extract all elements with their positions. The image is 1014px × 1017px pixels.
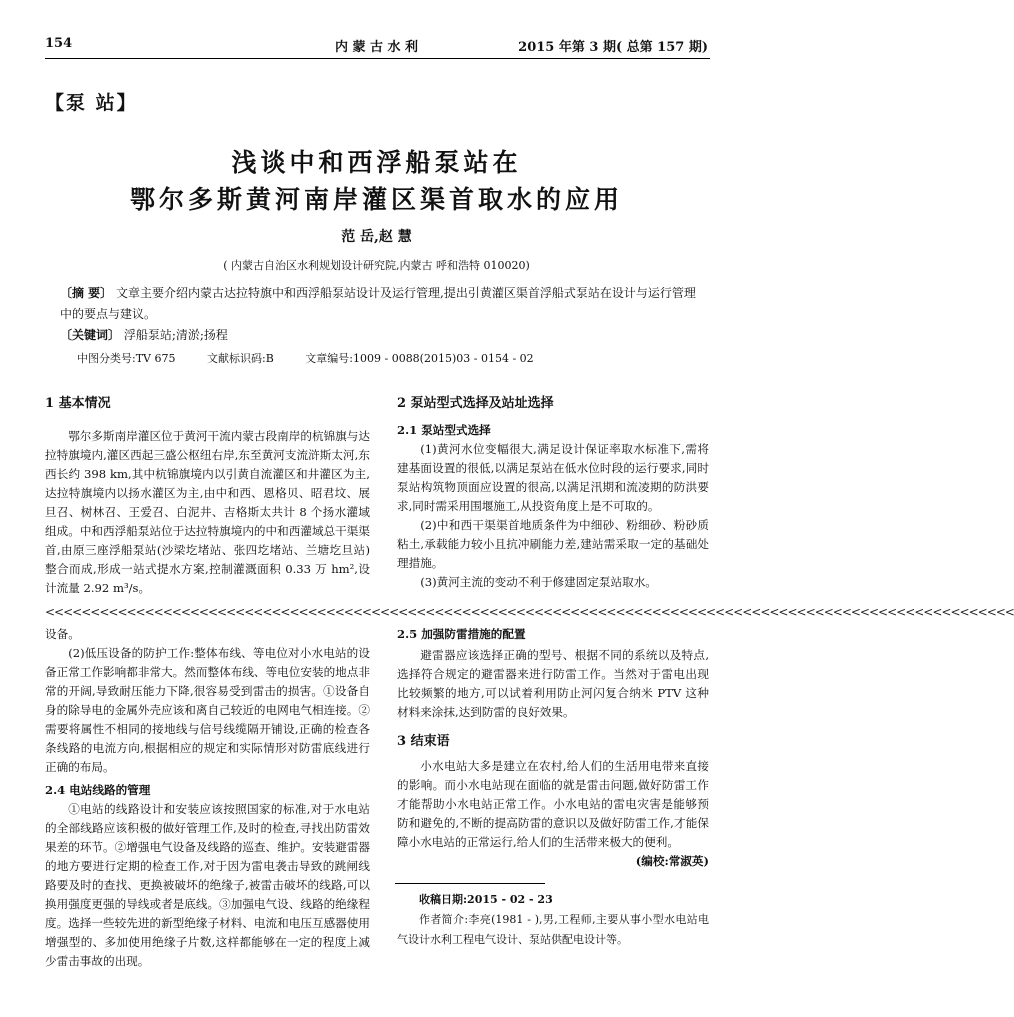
right-lower-column bbox=[397, 625, 709, 871]
section-2-para-1: (1)黄河水位变幅很大,满足设计保证率取水标准下,需将建基面设置的很低,以满足泵站在低水位时段的运行要求,同时泵站构筑物顶面应设置的很高,以满足汛期和流凌期的防洪要求,同时需采用围堰施工,从投资角度上是不可取的。 bbox=[397, 442, 709, 513]
header-rule bbox=[45, 58, 710, 59]
received-date: 收稿日期:2015 - 02 - 23 bbox=[419, 893, 553, 906]
section-2-4-heading: 2.4 电站线路的管理 bbox=[45, 783, 151, 797]
title-line-2: 鄂尔多斯黄河南岸灌区渠首取水的应用 bbox=[129, 185, 623, 214]
doc-code: 文献标识码:B bbox=[206, 352, 274, 365]
left-lower-column bbox=[45, 625, 370, 971]
section-tag: 【泵 站】 bbox=[45, 92, 138, 114]
meta-line bbox=[77, 350, 562, 366]
section-1-para: 鄂尔多斯南岸灌区位于黄河干流内蒙古段南岸的杭锦旗与达拉特旗境内,灌区西起三盛公枢纽右岸,东至黄河支流浒斯太河,东西长约 398 km,其中杭锦旗境内以引黄自流灌区和井灌区为主,达拉特旗境内以扬水灌区为主,由中和西、恩格贝、昭君坟、展旦召、树林召、王爱召、白泥井、吉格斯太共计 8 个扬水灌域组成。中和西浮船泵站位于达拉特旗境内的中和西灌域总干渠渠首,由原三座浮船泵站(沙梁圪堵站、张四圪堵站、兰塘圪旦站)整合而成,形成一站式提水方案,控制灌溉面积 0.33 万 hm²,设计流量 2.92 m³/s。 bbox=[45, 429, 370, 595]
section-2-para-2: (2)中和西干渠渠首地质条件为中细砂、粉细砂、粉砂质粘土,承载能力较小且抗冲刷能力差,建站需采取一定的基础处理措施。 bbox=[397, 518, 709, 570]
keywords-label: 〔关键词〕 bbox=[60, 328, 121, 342]
lightning-para: 避雷器应该选择正确的型号、根据不同的系统以及特点,选择符合规定的避雷器来进行防雷工作。当然对于雷电出现比较频繁的地方,可以试着利用防止河闪复合纳米 PTV 这种材料来涂抹,达到防雷的良好效果。 bbox=[397, 648, 709, 719]
title-line-1: 浅谈中和西浮船泵站在 bbox=[231, 148, 522, 177]
keywords-text: 浮船泵站;清淤;扬程 bbox=[123, 328, 228, 342]
protection-para: (2)低压设备的防护工作:整体布线、等电位对小水电站的设备正常工作影响都非常大。然而整体布线、等电位安装的地点非常的开阔,导致耐压能力下降,很容易受到雷击的损害。①设备自身的除导电的金属外壳应该和离自己较近的电网电气相连接。②需要将属性不相同的接地线与信号线缆隔开铺设,正确的检查各条线路的电流方向,根据相应的规定和实际情形对防雷底线进行正确的布局。 bbox=[45, 646, 370, 774]
section-1 bbox=[45, 394, 370, 598]
footnote-rule bbox=[395, 883, 545, 884]
authors: 范 岳,赵 慧 bbox=[341, 229, 412, 245]
abstract-label: 〔摘 要〕 bbox=[60, 286, 113, 300]
section-2-1-heading: 2.1 泵站型式选择 bbox=[397, 423, 491, 437]
section-2 bbox=[397, 394, 709, 592]
page-number: 154 bbox=[45, 36, 73, 51]
affiliation: ( 内蒙古自治区水利规划设计研究院,内蒙古 呼和浩特 010020) bbox=[223, 259, 530, 272]
editor-note: (编校:常淑英) bbox=[635, 854, 709, 868]
author-bio: 作者简介:李亮(1981 - ),男,工程师,主要从事小型水电站电气设计水利工程电气设计、泵站供配电设计等。 bbox=[397, 913, 709, 946]
journal-name: 内 蒙 古 水 利 bbox=[334, 40, 419, 55]
keywords bbox=[60, 325, 700, 346]
section-2-5-heading: 2.5 加强防雷措施的配置 bbox=[397, 627, 526, 641]
abstract bbox=[60, 283, 700, 325]
line-management-para: ①电站的线路设计和安装应该按照国家的标准,对于水电站的全部线路应该积极的做好管理工作,及时的检查,寻找出防雷效果差的环节。②增强电气设备及线路的巡查、维护。安装避雷器的地方要进行定期的检查工作,对于因为雷电袭击导致的跳闸线路要及时的查找、更换被破坏的绝缘子,被雷击破坏的线路,可以换用强度更强的导线或者是底线。③加强电气设、线路的绝缘程度。选择一些较先进的新型绝缘子材料、电流和电压互感器使用增强型的、多加使用绝缘子片数,这样都能够在一定的程度上减少雷击事故的出现。 bbox=[45, 802, 370, 968]
article-number: 文章编号:1009 - 0088(2015)03 - 0154 - 02 bbox=[305, 352, 534, 365]
continued-text: 设备。 bbox=[45, 627, 80, 641]
abstract-text: 文章主要介绍内蒙古达拉特旗中和西浮船泵站设计及运行管理,提出引黄灌区渠首浮船式泵站在设计与运行管理中的要点与建议。 bbox=[60, 286, 696, 321]
section-2-para-3: (3)黄河主流的变动不利于修建固定泵站取水。 bbox=[420, 575, 657, 589]
section-divider: <<<<<<<<<<<<<<<<<<<<<<<<<<<<<<<<<<<<<<<<<<<<<<<<<<<<<<<<<<<<<<<<<<<<<<<<<<<<<<<<<<<<<<<<<<<<<<<<<<<<<<<<<<< bbox=[45, 605, 1014, 619]
section-3-heading: 3 结束语 bbox=[397, 734, 450, 749]
section-2-heading: 2 泵站型式选择及站址选择 bbox=[397, 396, 554, 411]
clc-number: 中图分类号:TV 675 bbox=[77, 352, 176, 365]
issue-info: 2015 年第 3 期( 总第 157 期) bbox=[518, 40, 708, 55]
footnote bbox=[397, 890, 709, 950]
conclusion-para: 小水电站大多是建立在农村,给人们的生活用电带来直接的影响。而小水电站现在面临的就是雷击问题,做好防雷工作才能帮助小水电站正常工作。小水电站的雷电灾害是能够预防和避免的,不断的提高防雷的意识以及做好防雷工作,才能保障小水电站的正常运行,给人们的生活带来极大的便利。 bbox=[397, 759, 709, 849]
section-1-heading: 1 基本情况 bbox=[45, 396, 111, 411]
